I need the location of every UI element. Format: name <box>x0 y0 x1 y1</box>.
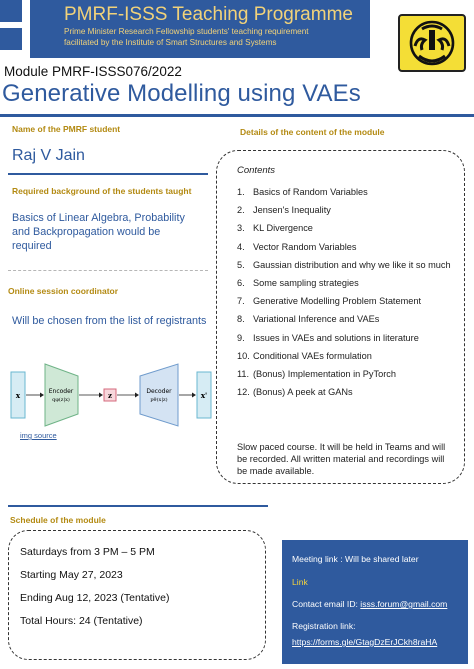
module-title: Generative Modelling using VAEs <box>2 80 361 107</box>
schedule-label: Schedule of the module <box>10 515 106 525</box>
contents-item <box>237 386 459 398</box>
contents-item <box>237 241 459 253</box>
contact-prefix: Contact email ID: <box>292 599 361 609</box>
section-divider <box>8 270 208 271</box>
contents-item-number: 1. <box>237 187 245 197</box>
background-label: Required background of the students taught <box>12 186 192 196</box>
contents-list <box>237 186 459 404</box>
contents-item <box>237 368 459 380</box>
latent-label: z <box>108 391 112 400</box>
student-label: Name of the PMRF student <box>12 124 121 134</box>
schedule-line: Starting May 27, 2023 <box>20 569 123 581</box>
subtitle-line-1: Prime Minister Research Fellowship students' teaching requirement <box>64 27 309 36</box>
subtitle-line-2: facilitated by the Institute of Smart Structures and Systems <box>64 38 277 47</box>
link-label[interactable]: Link <box>292 577 308 587</box>
contents-item-number: 11. <box>237 368 250 379</box>
contents-item-text: Issues in VAEs and solutions in literature <box>253 332 419 343</box>
registration-link[interactable]: https://forms.gle/GtagDzErJCkh8raHA <box>292 637 438 647</box>
contents-item <box>237 313 459 325</box>
schedule-line: Total Hours: 24 (Tentative) <box>20 615 143 627</box>
programme-title: PMRF-ISSS Teaching Programme <box>64 4 353 25</box>
contents-item <box>237 332 459 344</box>
isss-logo-icon <box>398 14 466 72</box>
contents-item-text: Generative Modelling Problem Statement <box>253 296 422 307</box>
background-text: Basics of Linear Algebra, Probability and Backpropagation would be required <box>12 212 185 252</box>
contents-item-text: (Bonus) Implementation in PyTorch <box>253 368 396 379</box>
contents-item-text: (Bonus) A peek at GANs <box>253 387 353 398</box>
contents-item-text: Vector Random Variables <box>253 241 357 252</box>
schedule-line: Ending Aug 12, 2023 (Tentative) <box>20 592 170 604</box>
contents-item <box>237 259 459 271</box>
contents-note: Slow paced course. It will be held in Teams and will be recorded. All written material and recordings will be made available. <box>237 442 446 476</box>
img-source-link[interactable]: img source <box>20 431 57 440</box>
contents-item-number: 10. <box>237 350 250 361</box>
decoder-label: Decoder <box>146 388 172 395</box>
decoder-block <box>140 364 178 426</box>
encoder-sub: qφ(z|x) <box>52 397 70 403</box>
contents-item-number: 7. <box>237 296 245 307</box>
contents-heading: Contents <box>237 165 276 176</box>
section-divider <box>8 173 208 175</box>
contents-item <box>237 295 459 307</box>
meeting-link-text: Meeting link : Will be shared later <box>292 554 419 564</box>
contents-item-number: 8. <box>237 314 245 325</box>
contents-item-text: Basics of Random Variables <box>253 187 368 197</box>
contents-item-number: 12. <box>237 387 250 398</box>
contents-item-text: Conditional VAEs formulation <box>253 350 372 361</box>
contents-item <box>237 277 459 289</box>
header-square-decor <box>0 0 22 22</box>
contents-item-number: 9. <box>237 332 245 343</box>
contents-item-number: 4. <box>237 241 245 252</box>
contents-item-number: 3. <box>237 223 245 234</box>
contents-item <box>237 186 459 198</box>
decoder-sub: pθ(x|z) <box>150 397 168 403</box>
vae-diagram <box>8 360 218 440</box>
registration-label: Registration link: <box>292 621 356 631</box>
encoder-block <box>45 364 78 426</box>
contents-item <box>237 204 459 216</box>
contents-item-number: 6. <box>237 277 245 288</box>
diagram-input-label: x <box>15 391 21 400</box>
contents-section-label: Details of the content of the module <box>240 127 385 137</box>
contents-item-text: Some sampling strategies <box>253 277 359 288</box>
section-divider <box>8 505 268 507</box>
contents-item <box>237 222 459 234</box>
schedule-line: Saturdays from 3 PM – 5 PM <box>20 546 155 558</box>
contents-item-number: 2. <box>237 205 245 216</box>
contents-item-text: Variational Inference and VAEs <box>253 314 380 325</box>
header-square-decor <box>0 28 22 50</box>
student-name: Raj V Jain <box>12 147 85 164</box>
module-code: Module PMRF-ISSS076/2022 <box>4 64 182 79</box>
contents-item-number: 5. <box>237 259 245 270</box>
coordinator-label: Online session coordinator <box>8 286 119 296</box>
contents-item-text: Gaussian distribution and why we like it so much <box>253 259 451 270</box>
contents-item-text: KL Divergence <box>253 223 313 234</box>
contact-line <box>292 599 447 609</box>
contents-item <box>237 350 459 362</box>
info-box <box>282 540 468 664</box>
encoder-label: Encoder <box>48 388 74 395</box>
contact-email-link[interactable]: isss.forum@gmail.com <box>360 599 448 609</box>
diagram-output-label: x' <box>200 391 208 400</box>
coordinator-text: Will be chosen from the list of registrants <box>12 315 207 327</box>
title-underline <box>0 114 474 117</box>
programme-subtitle <box>64 26 364 48</box>
contents-item-text: Jensen's Inequality <box>253 205 331 216</box>
